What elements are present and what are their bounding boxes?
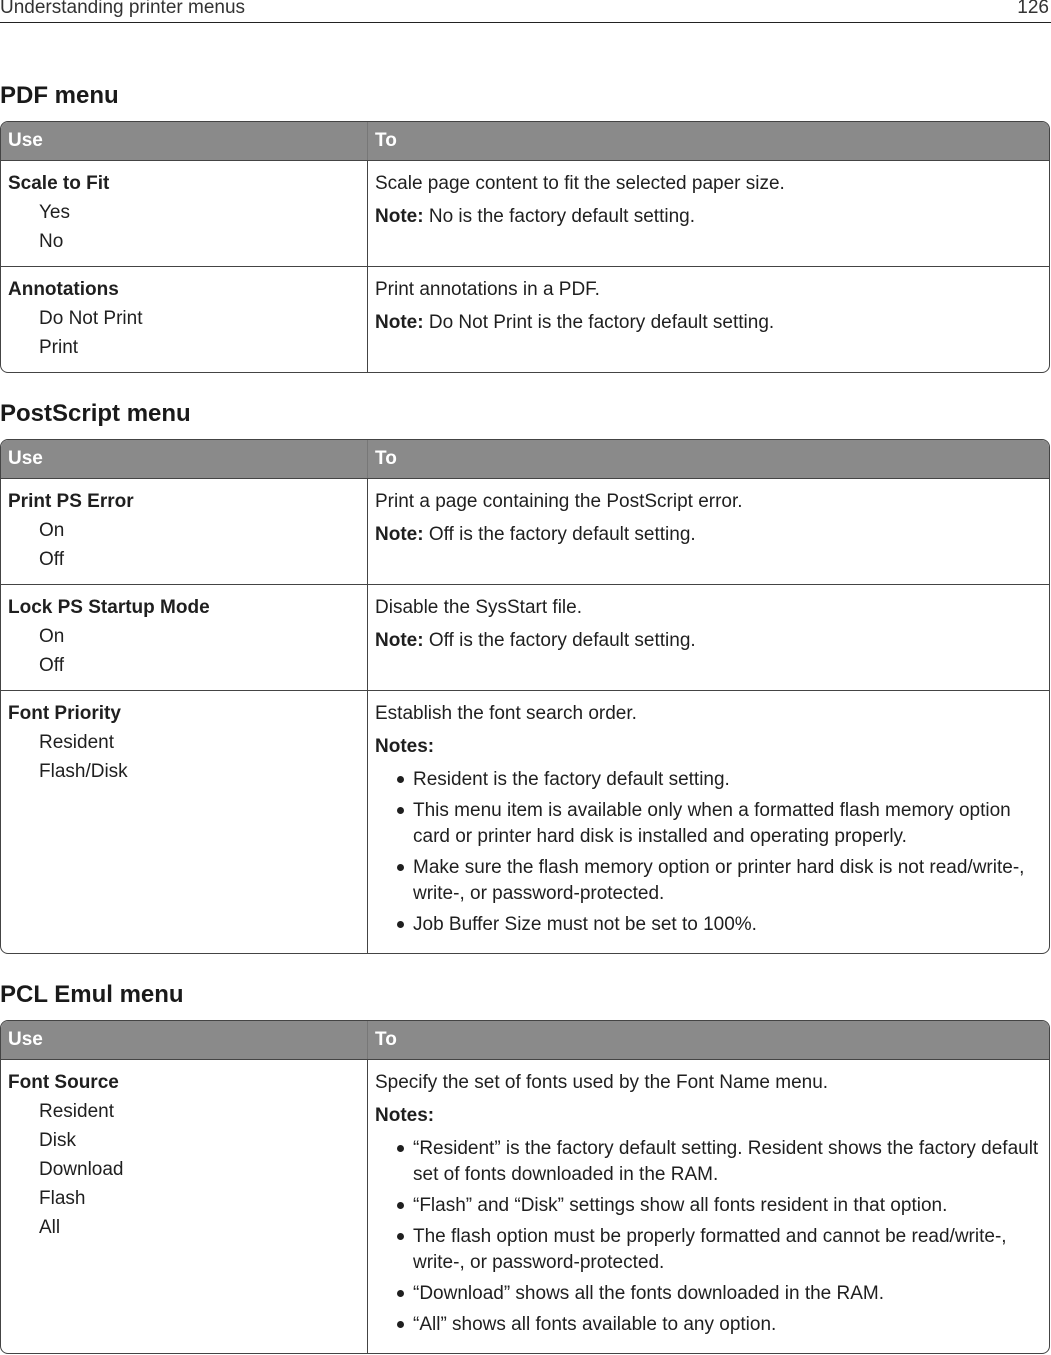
- table-row: [1, 160, 1049, 266]
- section-title-postscript-menu: PostScript menu: [0, 400, 191, 427]
- description-cell: [368, 584, 1049, 690]
- note-label: Note:: [375, 312, 424, 333]
- menu-option: Print: [39, 337, 79, 358]
- menu-option: All: [39, 1217, 61, 1238]
- menu-option: Off: [39, 549, 64, 570]
- note-label: Note:: [375, 524, 424, 545]
- menu-item-cell: [1, 478, 368, 584]
- page-number: 126: [1017, 0, 1049, 18]
- list-item: This menu item is available only when a formatted flash memory option card or printer hard disk is installed and operating properly.: [375, 798, 1042, 850]
- list-item: “Resident” is the factory default setting. Resident shows the factory default set of fonts downloaded in the RAM.: [375, 1136, 1042, 1188]
- column-header-to: To: [368, 440, 1049, 478]
- description-cell: [368, 160, 1049, 266]
- description-cell: [368, 478, 1049, 584]
- column-header-use: Use: [1, 122, 368, 160]
- note-text: No is the factory default setting.: [428, 206, 695, 227]
- table-header-row: [1, 1021, 1049, 1059]
- column-header-to: To: [368, 1021, 1049, 1059]
- note-label: Note:: [375, 206, 424, 227]
- menu-item-cell: [1, 266, 368, 372]
- menu-option: Yes: [39, 202, 70, 223]
- list-item: “All” shows all fonts available to any option.: [375, 1312, 1042, 1338]
- table-row: [1, 690, 1049, 953]
- menu-option: Disk: [39, 1130, 76, 1151]
- description-text: Print annotations in a PDF.: [375, 279, 600, 300]
- menu-option: Flash/Disk: [39, 761, 128, 782]
- note-text: Do Not Print is the factory default setting.: [428, 312, 775, 333]
- list-item: “Flash” and “Disk” settings show all fonts resident in that option.: [375, 1193, 1042, 1219]
- table-row: [1, 1059, 1049, 1353]
- menu-option: Flash: [39, 1188, 86, 1209]
- menu-item-cell: [1, 160, 368, 266]
- table-row: [1, 266, 1049, 372]
- note-label: Note:: [375, 630, 424, 651]
- menu-item-name: Font Source: [8, 1072, 119, 1093]
- postscript-menu-table: [0, 439, 1050, 954]
- menu-option: On: [39, 626, 65, 647]
- table-header-row: [1, 440, 1049, 478]
- description-text: Disable the SysStart file.: [375, 597, 582, 618]
- note: [375, 202, 1042, 231]
- list-item: Job Buffer Size must not be set to 100%.: [375, 912, 1042, 938]
- list-item: Resident is the factory default setting.: [375, 767, 1042, 793]
- menu-item-cell: [1, 584, 368, 690]
- menu-item-name: Print PS Error: [8, 491, 134, 512]
- notes-list: [375, 767, 1042, 938]
- pdf-menu-table: [0, 121, 1050, 373]
- menu-item-name: Font Priority: [8, 703, 121, 724]
- description-cell: [368, 690, 1049, 953]
- list-item: “Download” shows all the fonts downloaded in the RAM.: [375, 1281, 1042, 1307]
- menu-item-cell: [1, 1059, 368, 1353]
- menu-item-cell: [1, 690, 368, 953]
- running-header-title: Understanding printer menus: [0, 0, 246, 18]
- note: [375, 626, 1042, 655]
- notes-list: [375, 1136, 1042, 1338]
- section-title-pcl-emul-menu: PCL Emul menu: [0, 981, 184, 1008]
- menu-option: No: [39, 231, 64, 252]
- note: [375, 308, 1042, 337]
- menu-option: Do Not Print: [39, 308, 143, 329]
- list-item: The flash option must be properly formatted and cannot be read/write-, write-, or password-protected.: [375, 1224, 1042, 1276]
- column-header-to: To: [368, 122, 1049, 160]
- note-text: Off is the factory default setting.: [428, 630, 696, 651]
- menu-item-name: Scale to Fit: [8, 173, 110, 194]
- table-header-row: [1, 122, 1049, 160]
- section-title-pdf-menu: PDF menu: [0, 82, 119, 109]
- column-header-use: Use: [1, 1021, 368, 1059]
- menu-option: Download: [39, 1159, 124, 1180]
- menu-option: Resident: [39, 1101, 114, 1122]
- description-text: Specify the set of fonts used by the Font Name menu.: [375, 1072, 829, 1093]
- description-cell: [368, 266, 1049, 372]
- menu-option: On: [39, 520, 65, 541]
- description-cell: [368, 1059, 1049, 1353]
- page-header: [0, 0, 1051, 23]
- menu-option: Resident: [39, 732, 114, 753]
- column-header-use: Use: [1, 440, 368, 478]
- note: [375, 520, 1042, 549]
- notes-label: Notes:: [375, 1105, 435, 1126]
- description-text: Scale page content to fit the selected paper size.: [375, 173, 785, 194]
- menu-option: Off: [39, 655, 64, 676]
- table-row: [1, 584, 1049, 690]
- list-item: Make sure the flash memory option or printer hard disk is not read/write-, write-, or password-protected.: [375, 855, 1042, 907]
- table-row: [1, 478, 1049, 584]
- note-text: Off is the factory default setting.: [428, 524, 696, 545]
- description-text: Establish the font search order.: [375, 703, 637, 724]
- menu-item-name: Lock PS Startup Mode: [8, 597, 210, 618]
- notes-label: Notes:: [375, 736, 435, 757]
- description-text: Print a page containing the PostScript error.: [375, 491, 743, 512]
- menu-item-name: Annotations: [8, 279, 119, 300]
- pcl-emul-menu-table: [0, 1020, 1050, 1354]
